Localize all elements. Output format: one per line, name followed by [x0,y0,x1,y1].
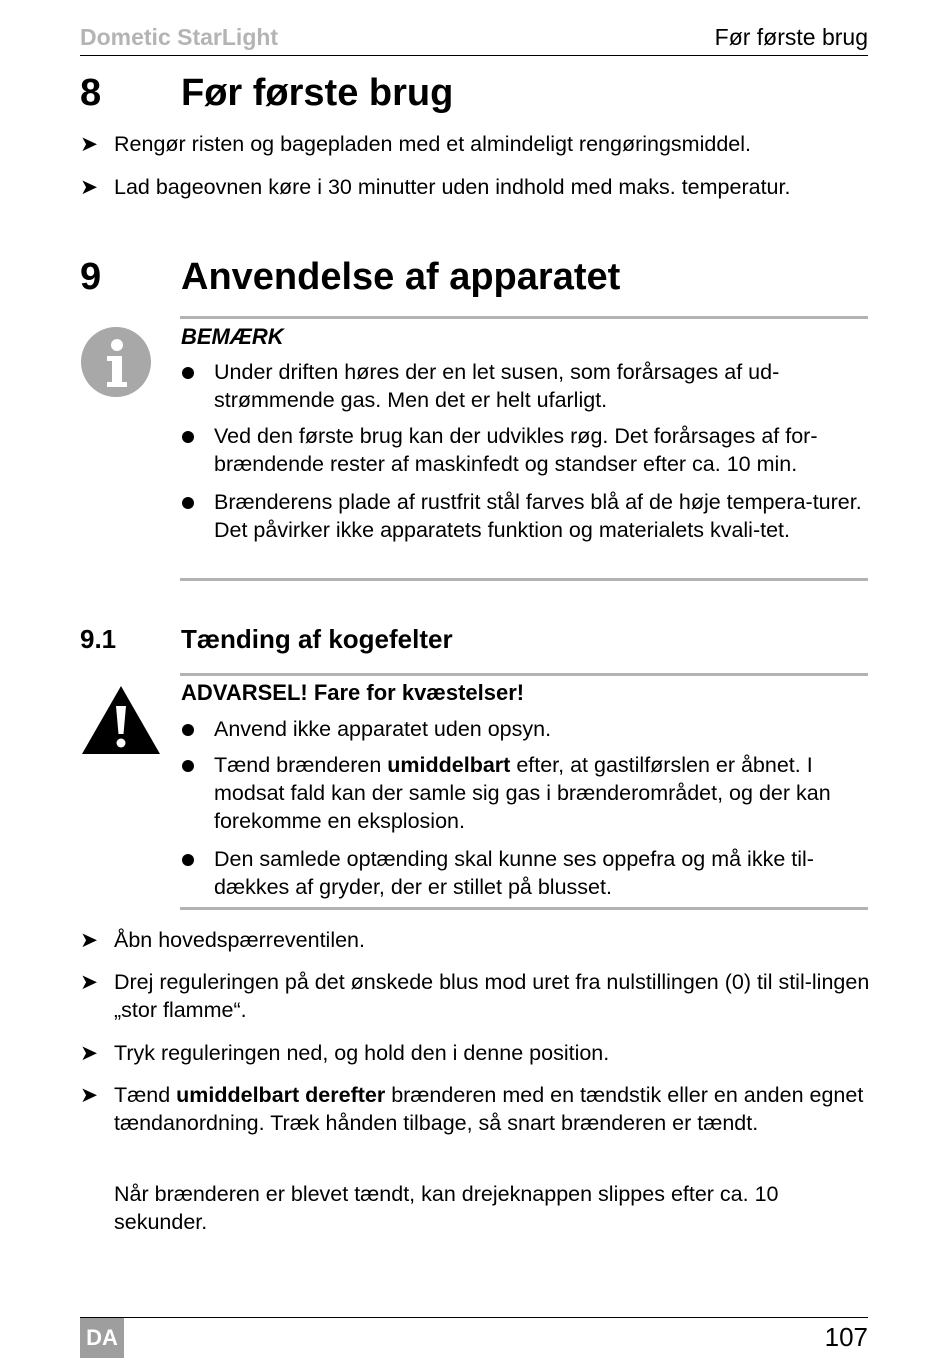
warning-top-rule [180,673,868,676]
footer-divider [80,1317,868,1318]
warning-item: Den samlede optænding skal kunne ses oppefra og må ikke til-dækkes af gryder, der er stillet på blusset. [180,845,870,901]
arrow-icon: ➤ [80,928,99,952]
step-item: ➤ Rengør risten og bagepladen med et almindeligt rengøringsmiddel. [80,132,751,156]
bullet-icon [182,497,194,509]
note-item: Under driften høres der en let susen, som forårsages af ud-strømmende gas. Men det er helt ufarligt. [180,358,870,414]
page-number: 107 [824,1322,868,1352]
bullet-icon [182,367,194,379]
section-8-title: Før første brug [181,72,454,114]
note-top-rule [180,316,868,319]
step-item: ➤ Drej reguleringen på det ønskede blus mod uret fra nulstillingen (0) til stil-lingen „stor flamme“. [80,970,870,1022]
arrow-icon: ➤ [80,970,99,994]
header-divider [80,55,868,56]
section-9-number: 9 [80,256,102,298]
language-badge: DA [80,1318,124,1358]
arrow-icon: ➤ [80,1083,99,1107]
bullet-icon [182,724,194,736]
note-bottom-rule [180,578,868,581]
bullet-icon [182,760,194,772]
arrow-icon: ➤ [80,1041,99,1065]
section-9-1-title: Tænding af kogefelter [181,624,453,654]
warning-item: Anvend ikke apparatet uden opsyn. [180,715,870,743]
bullet-icon [182,431,194,443]
section-9-1-number: 9.1 [80,624,117,654]
step-item: ➤ Åbn hovedspærreventilen. [80,928,365,952]
header-brand: Dometic StarLight [80,24,279,50]
arrow-icon: ➤ [80,175,99,199]
header-section: Før første brug [714,24,868,50]
section-9-title: Anvendelse af apparatet [181,256,621,298]
bullet-icon [182,854,194,866]
step-item: ➤ Tryk reguleringen ned, og hold den i denne position. [80,1041,610,1065]
note-item: Brænderens plade af rustfrit stål farves blå af de høje tempera-turer. Det påvirker ikke apparatets funktion og materialets kvali-tet. [180,488,870,544]
final-paragraph: Når brænderen er blevet tændt, kan drejeknappen slippes efter ca. 10 sekunder. [114,1182,779,1234]
info-icon [80,326,152,398]
warning-triangle-icon [80,684,162,756]
step-item: ➤ Tænd umiddelbart derefter brænderen med en tændstik eller en anden egnet tændanordning. Træk hånden tilbage, så snart brænderen er tændt. [80,1083,864,1135]
note-title: BEMÆRK [181,324,284,349]
warning-title: ADVARSEL! Fare for kvæstelser! [181,680,525,705]
warning-item: Tænd brænderen umiddelbart efter, at gastilførslen er åbnet. I modsat fald kan der samle sig gas i brænderområdet, og der kan forekomme en eksplosion. [180,751,870,835]
note-item: Ved den første brug kan der udvikles røg. Det forårsages af for-brændende rester af maskinfedt og standser efter ca. 10 min. [180,422,870,478]
arrow-icon: ➤ [80,132,99,156]
section-8-number: 8 [80,72,102,114]
step-item: ➤ Lad bageovnen køre i 30 minutter uden indhold med maks. temperatur. [80,175,791,199]
warning-bottom-rule [180,907,868,910]
